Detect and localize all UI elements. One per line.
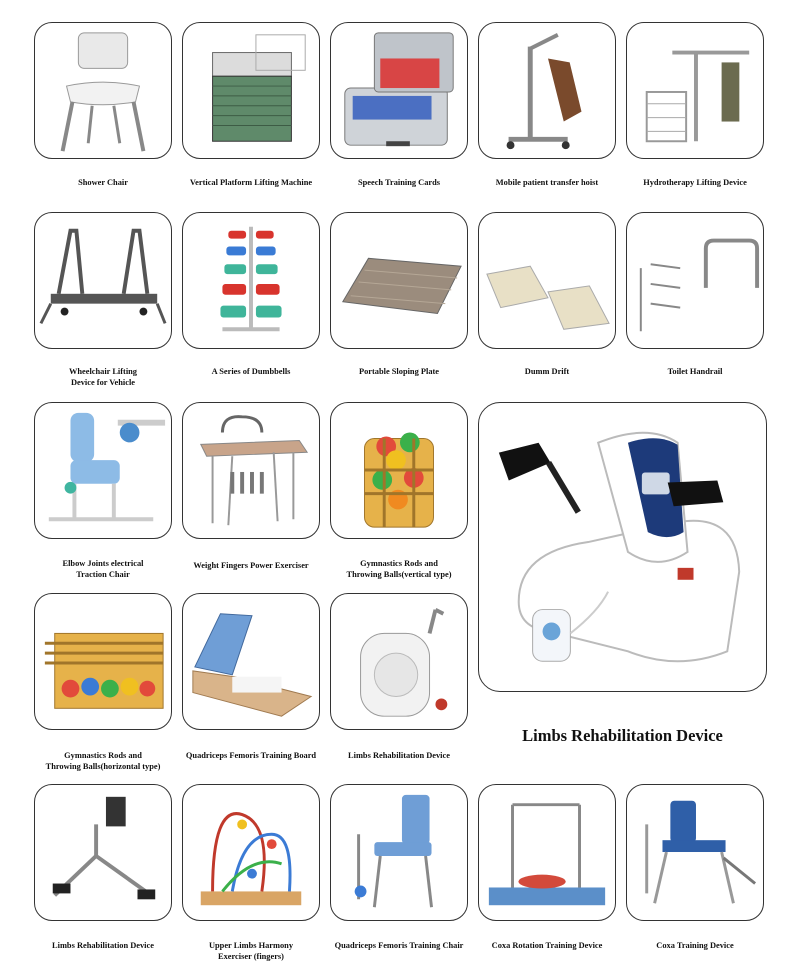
product-image-upper-limbs-harmony-exerciser[interactable] [182, 784, 320, 921]
product-image-quadriceps-training-chair[interactable] [330, 784, 468, 921]
product-image-elbow-joints-traction-chair[interactable] [34, 402, 172, 539]
product-label: Weight Fingers Power Exerciser [193, 561, 309, 570]
product-label: Gymnastics Rods and Throwing Balls(horizontal type) [45, 751, 161, 771]
product-label: Limbs Rehabilitation Device [348, 751, 450, 760]
product-label: Mobile patient transfer hoist [495, 178, 599, 187]
product-label: Coxa Training Device [656, 941, 734, 950]
product-label: Elbow Joints electrical Traction Chair [62, 559, 144, 579]
product-label: Quadriceps Femoris Training Chair [334, 941, 464, 950]
product-label: Upper Limbs Harmony Exerciser (fingers) [208, 941, 294, 961]
featured-product-image[interactable] [478, 402, 767, 692]
product-image-limbs-rehabilitation-device-1[interactable] [330, 593, 468, 730]
product-image-limbs-rehabilitation-device-2[interactable] [34, 784, 172, 921]
product-label: Quadriceps Femoris Training Board [185, 751, 317, 760]
product-image-dumm-drift[interactable] [478, 212, 616, 349]
product-label: Gymnastics Rods and Throwing Balls(vertical type) [346, 559, 452, 579]
product-label: Dumm Drift [524, 367, 570, 376]
product-image-shower-chair[interactable] [34, 22, 172, 159]
product-label: Limbs Rehabilitation Device [52, 941, 154, 950]
product-label: Coxa Rotation Training Device [491, 941, 603, 950]
product-image-quadriceps-training-board[interactable] [182, 593, 320, 730]
product-label: Toilet Handrail [667, 367, 723, 376]
featured-product-title: Limbs Rehabilitation Device [522, 726, 723, 745]
product-image-mobile-patient-transfer-hoist[interactable] [478, 22, 616, 159]
product-label: A Series of Dumbbells [211, 367, 291, 376]
product-label: Speech Training Cards [357, 178, 441, 187]
product-image-dumbbells[interactable] [182, 212, 320, 349]
product-image-speech-training-cards[interactable] [330, 22, 468, 159]
product-image-vertical-platform-lifting-machine[interactable] [182, 22, 320, 159]
product-label: Portable Sloping Plate [358, 367, 440, 376]
product-image-coxa-training-device[interactable] [626, 784, 764, 921]
product-image-hydrotherapy-lifting-device[interactable] [626, 22, 764, 159]
product-label: Hydrotherapy Lifting Device [643, 178, 747, 187]
product-image-coxa-rotation-training-device[interactable] [478, 784, 616, 921]
product-image-toilet-handrail[interactable] [626, 212, 764, 349]
product-image-weight-fingers-power-exerciser[interactable] [182, 402, 320, 539]
product-image-gymnastics-rods-vertical[interactable] [330, 402, 468, 539]
product-label: Vertical Platform Lifting Machine [189, 178, 313, 187]
product-image-gymnastics-rods-horizontal[interactable] [34, 593, 172, 730]
product-image-portable-sloping-plate[interactable] [330, 212, 468, 349]
product-image-wheelchair-lifting-device[interactable] [34, 212, 172, 349]
product-label: Wheelchair Lifting Device for Vehicle [68, 367, 137, 387]
product-label: Shower Chair [78, 178, 128, 187]
